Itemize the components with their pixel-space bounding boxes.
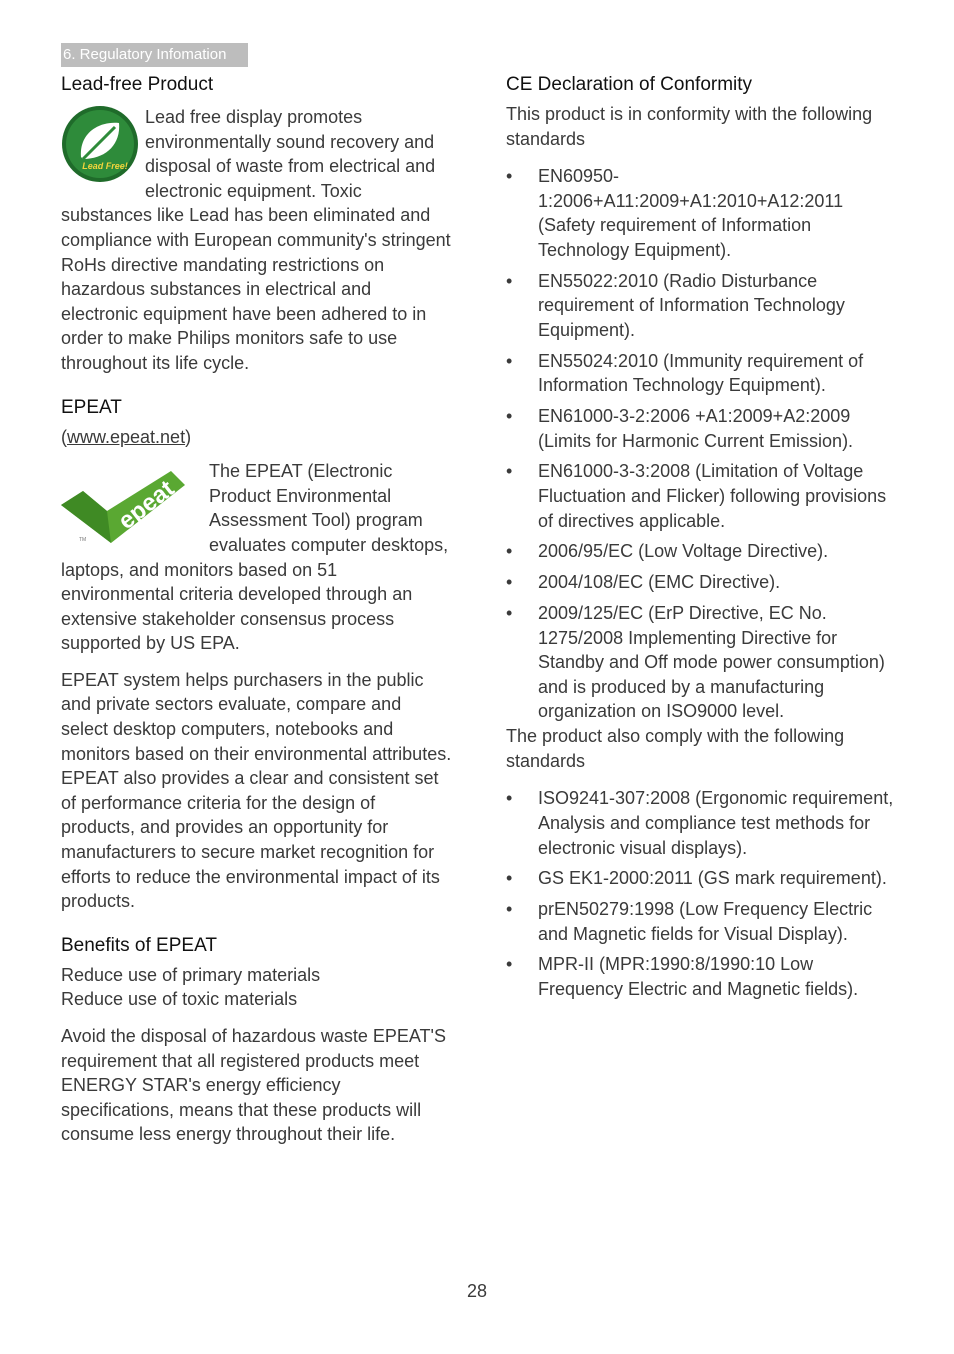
bullet: •: [506, 603, 513, 623]
bullet: •: [506, 461, 513, 482]
list-item-text: ISO9241-307:2008 (Ergonomic requirement, Analysis and compliance test methods for electronic visual displays).: [538, 788, 894, 858]
bullet: •: [506, 868, 513, 889]
epeat-para1: The EPEAT (Electronic Product Environmental Assessment Tool) program evaluates computer desktops, laptops, and monitors based on 51 environmental criteria developed through an extensive stakeholder consensus process supported by US EPA.: [61, 461, 449, 654]
list-item: [506, 897, 898, 946]
list-item-text: EN61000-3-2:2006 +A1:2009+A2:2009 (Limits for Harmonic Current Emission).: [538, 406, 854, 451]
list-item-text: 2009/125/EC (ErP Directive, EC No. 1275/2008 Implementing Directive for Standby and Off mode power consumption) and is produced by a manufacturing organization on ISO9000 level.: [538, 603, 885, 722]
page-number: 28: [466, 1281, 488, 1301]
ce-intro: This product is in conformity with the following standards: [506, 104, 873, 149]
bullet: •: [506, 270, 513, 291]
list-item: [506, 404, 898, 453]
lead-free-title: Lead-free Product: [61, 74, 214, 95]
lead-free-body: Lead free display promotes environmentally sound recovery and disposal of waste from electrical and electronic equipment. Toxic substances like Lead has been eliminated and compliance with European community's stringent RoHs directive mandating restrictions on hazardous substances in electrical and electronic equipment have been adhered to in order to make Philips monitors safe to use throughout its life cycle.: [61, 107, 451, 373]
link-close: ): [185, 426, 192, 447]
checkmark-icon: [61, 471, 187, 545]
list-item-text: EN61000-3-3:2008 (Limitation of Voltage Fluctuation and Flicker) following provisions of directives applicable.: [538, 461, 887, 531]
epeat-link-line: [61, 425, 453, 450]
right-column: [506, 72, 898, 1008]
list-item-text: MPR-II (MPR:1990:8/1990:10 Low Frequency Electric and Magnetic fields).: [538, 954, 859, 1000]
epeat-link[interactable]: www.epeat.net: [67, 426, 186, 447]
bullet: •: [506, 350, 513, 371]
list-item: [506, 786, 898, 860]
list-item: [506, 570, 898, 595]
link-open: (: [61, 426, 67, 447]
ce-title: CE Declaration of Conformity: [506, 74, 753, 95]
epeat-logo-text: epeat: [113, 475, 180, 536]
list-item: [506, 164, 898, 262]
benefit-line-2: Reduce use of toxic materials: [61, 989, 298, 1010]
bullet: •: [506, 572, 513, 593]
list-item: [506, 866, 898, 891]
bullet: •: [506, 954, 513, 975]
list-item-text: EN55022:2010 (Radio Disturbance requirement of Information Technology Equipment).: [538, 270, 845, 340]
ce-standards-list: [506, 164, 898, 724]
benefit-line-1: Reduce use of primary materials: [61, 964, 321, 985]
bullet: •: [506, 899, 513, 920]
bullet: •: [506, 166, 513, 187]
list-item: [506, 539, 898, 564]
epeat-title: EPEAT: [61, 396, 122, 418]
left-column: [61, 72, 453, 1147]
list-item: [506, 459, 898, 533]
leaf-icon: [61, 105, 139, 183]
list-item: [506, 601, 898, 724]
benefits-para: Avoid the disposal of hazardous waste EPEAT'S requirement that all registered products meet ENERGY STAR's energy efficiency specifications, means that these products will consume less energy throughout their life.: [61, 1026, 446, 1145]
bullet: •: [506, 788, 513, 809]
section-tag: 6. Regulatory Infomation: [61, 43, 248, 67]
list-item: [506, 349, 898, 398]
list-item-text: 2006/95/EC (Low Voltage Directive).: [538, 541, 829, 562]
ce-also-list: [506, 786, 898, 1001]
bullet: •: [506, 541, 513, 562]
list-item-text: EN60950-1:2006+A11:2009+A1:2010+A12:2011 (Safety requirement of Information Technology Equipment).: [538, 166, 844, 260]
list-item-text: GS EK1-2000:2011 (GS mark requirement).: [538, 868, 887, 889]
list-item: [506, 269, 898, 343]
benefits-title: Benefits of EPEAT: [61, 934, 217, 956]
list-item-text: prEN50279:1998 (Low Frequency Electric and Magnetic fields for Visual Display).: [538, 899, 873, 944]
epeat-tm: TM: [79, 537, 87, 544]
lead-free-logo-text: Lead Free!: [82, 161, 128, 171]
ce-also: The product also comply with the following standards: [506, 726, 845, 771]
list-item: [506, 952, 898, 1001]
list-item-text: EN55024:2010 (Immunity requirement of Information Technology Equipment).: [538, 350, 864, 396]
epeat-para2: EPEAT system helps purchasers in the public and private sectors evaluate, compare and select desktop computers, notebooks and monitors based on their environmental attributes. EPEAT also provides a clear and consistent set of performance criteria for the design of products, and provides an opportunity for manufacturers to secure market recognition for efforts to reduce the environmental impact of its products.: [61, 669, 452, 912]
bullet: •: [506, 406, 513, 427]
list-item-text: 2004/108/EC (EMC Directive).: [538, 572, 781, 593]
